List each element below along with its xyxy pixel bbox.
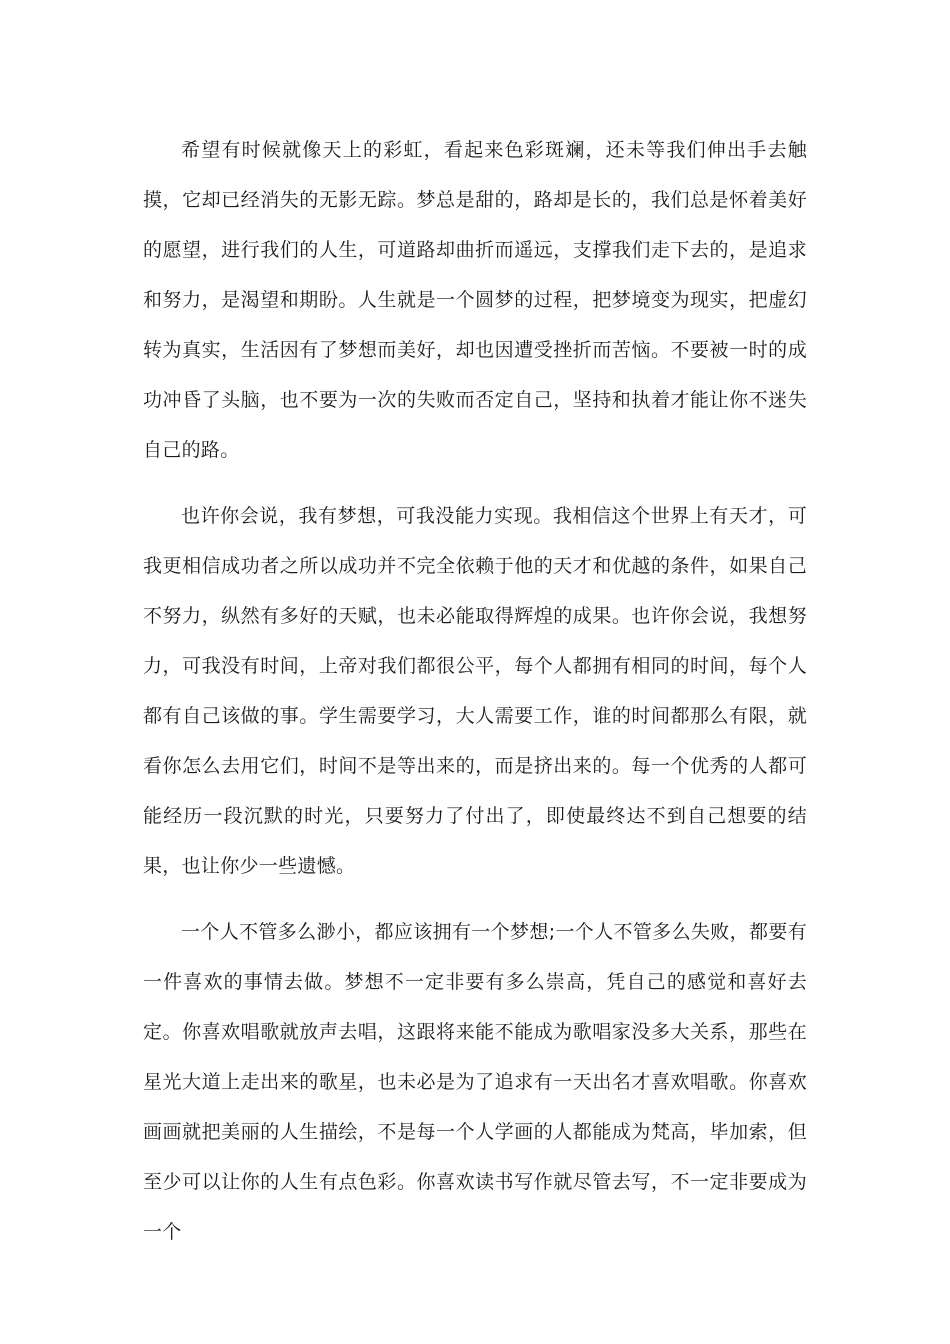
document-body <box>143 125 807 1273</box>
paragraph-1: 希望有时候就像天上的彩虹，看起来色彩斑斓，还未等我们伸出手去触摸，它却已经消失的无影无踪。梦总是甜的，路却是长的，我们总是怀着美好的愿望，进行我们的人生，可道路却曲折而遥远，支撑我们走下去的，是追求和努力，是渴望和期盼。人生就是一个圆梦的过程，把梦境变为现实，把虚幻转为真实，生活因有了梦想而美好，却也因遭受挫折而苦恼。不要被一时的成功冲昏了头脑，也不要为一次的失败而否定自己，坚持和执着才能让你不迷失自己的路。 <box>143 139 807 461</box>
paragraph-3: 一个人不管多么渺小，都应该拥有一个梦想;一个人不管多么失败，都要有一件喜欢的事情去做。梦想不一定非要有多么崇高，凭自己的感觉和喜好去定。你喜欢唱歌就放声去唱，这跟将来能不能成为歌唱家没多大关系，那些在星光大道上走出来的歌星，也未必是为了追求有一天出名才喜欢唱歌。你喜欢画画就把美丽的人生描绘，不是每一个人学画的人都能成为梵高，毕加索，但至少可以让你的人生有点色彩。你喜欢读书写作就尽管去写，不一定非要成为一个 <box>143 921 807 1243</box>
paragraph-2: 也许你会说，我有梦想，可我没能力实现。我相信这个世界上有天才，可我更相信成功者之所以成功并不完全依赖于他的天才和优越的条件，如果自己不努力，纵然有多好的天赋，也未必能取得辉煌的成果。也许你会说，我想努力，可我没有时间，上帝对我们都很公平，每个人都拥有相同的时间，每个人都有自己该做的事。学生需要学习，大人需要工作，谁的时间都那么有限，就看你怎么去用它们，时间不是等出来的，而是挤出来的。每一个优秀的人都可能经历一段沉默的时光，只要努力了付出了，即使最终达不到自己想要的结果，也让你少一些遗憾。 <box>143 505 807 877</box>
